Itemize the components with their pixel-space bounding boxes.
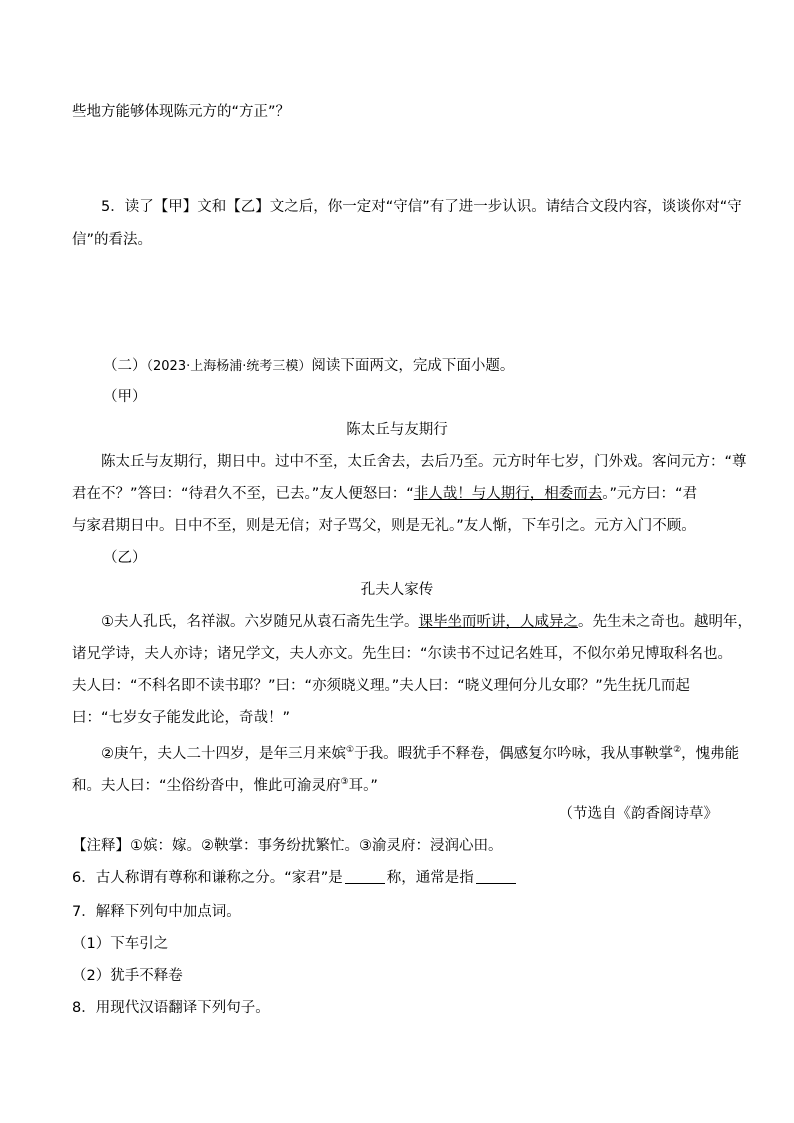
yi-paragraph-line-6 [72, 772, 378, 796]
jia-label: （甲） [103, 389, 147, 405]
yi-title: 孔夫人家传 [360, 582, 434, 598]
yi-text: 。先生未之奇也。越明年， [578, 614, 752, 630]
yi-text: ②庚午，夫人二十四岁，是年三月来嫔 [101, 745, 346, 762]
yi-text: 和。夫人曰：“尘俗纷沓中，惟此可渝灵府 [72, 777, 341, 794]
section-number: （二） [103, 358, 147, 374]
question-7: 7．解释下列句中加点词。 [72, 904, 241, 920]
section-source: （2023·上海杨浦·统考三模） [146, 359, 312, 374]
answer-blank[interactable] [345, 869, 385, 884]
yi-paragraph-line-3: 夫人曰：“不科名即不读书耶？”曰：“亦须晓义理。”夫人曰：“晓义理何分儿女耶？”先生抚几而起 [72, 678, 690, 694]
section-instruction: 阅读下面两文，完成下面小题。 [311, 358, 515, 374]
jia-text: 。”元方曰：“君 [602, 486, 698, 502]
note-marker: ② [673, 745, 682, 755]
question-7-item-2: （2）犹手不释卷 [72, 968, 183, 984]
yi-paragraph-line-2: 诸兄学诗，夫人亦诗；诸兄学文，夫人亦文。先生曰：“尔读书不过记名姓耳，不似尔弟兄博取科名也。 [72, 646, 733, 662]
question-6-text: 称，通常是指 [386, 870, 474, 886]
yi-paragraph-line-5 [101, 740, 739, 764]
yi-text: ，愧弗能 [681, 745, 740, 762]
question-6-text: 6．古人称谓有尊称和谦称之分。“家君”是 [72, 870, 343, 886]
jia-paragraph-line-2 [72, 484, 697, 504]
question-5-line-2: 信”的看法。 [72, 232, 153, 248]
question-5-line-1: 5．读了【甲】文和【乙】文之后，你一定对“守信”有了进一步认识。请结合文段内容，谈谈你对“守 [101, 199, 742, 215]
yi-paragraph-line-1 [101, 612, 752, 632]
note-marker: ① [346, 745, 355, 755]
jia-paragraph-line-1: 陈太丘与友期行，期日中。过中不至，太丘舍去，去后乃至。元方时年七岁，门外戏。客问元方：“尊 [101, 454, 747, 470]
yi-paragraph-line-4: 曰：“七岁女子能发此论，奇哉！” [72, 710, 291, 726]
notes: 【注释】①嫔：嫁。②鞅掌：事务纷扰繁忙。③渝灵府：浸润心田。 [72, 838, 503, 854]
note-marker: ③ [340, 777, 349, 787]
source-citation: （节选自《韵香阁诗草》 [558, 806, 718, 822]
yi-label: （乙） [103, 550, 147, 566]
question-7-item-1: （1）下车引之 [72, 936, 169, 952]
jia-underlined-sentence: 非人哉！与人期行，相委而去 [413, 486, 603, 502]
jia-text: 君在不？”答曰：“待君久不至，已去。”友人便怒曰：“ [72, 486, 414, 502]
jia-paragraph-line-3: 与家君期日中。日中不至，则是无信；对子骂父，则是无礼。”友人惭，下车引之。元方入门不顾。 [72, 518, 696, 534]
jia-title: 陈太丘与友期行 [346, 422, 448, 438]
yi-underlined-sentence: 课毕坐而听讲，人咸异之 [418, 614, 578, 630]
yi-text: ①夫人孔氏，名祥淑。六岁随兄从袁石斋先生学。 [101, 614, 419, 630]
section-header [103, 356, 514, 377]
yi-text: 耳。” [348, 777, 378, 794]
question-6 [72, 868, 518, 888]
question-8: 8．用现代汉语翻译下列句子。 [72, 1000, 270, 1016]
yi-text: 于我。暇犹手不释卷，偶感复尔吟咏，我从事鞅掌 [354, 745, 674, 762]
answer-blank[interactable] [476, 869, 516, 884]
question-4-tail: 些地方能够体现陈元方的“方正”？ [72, 104, 291, 120]
